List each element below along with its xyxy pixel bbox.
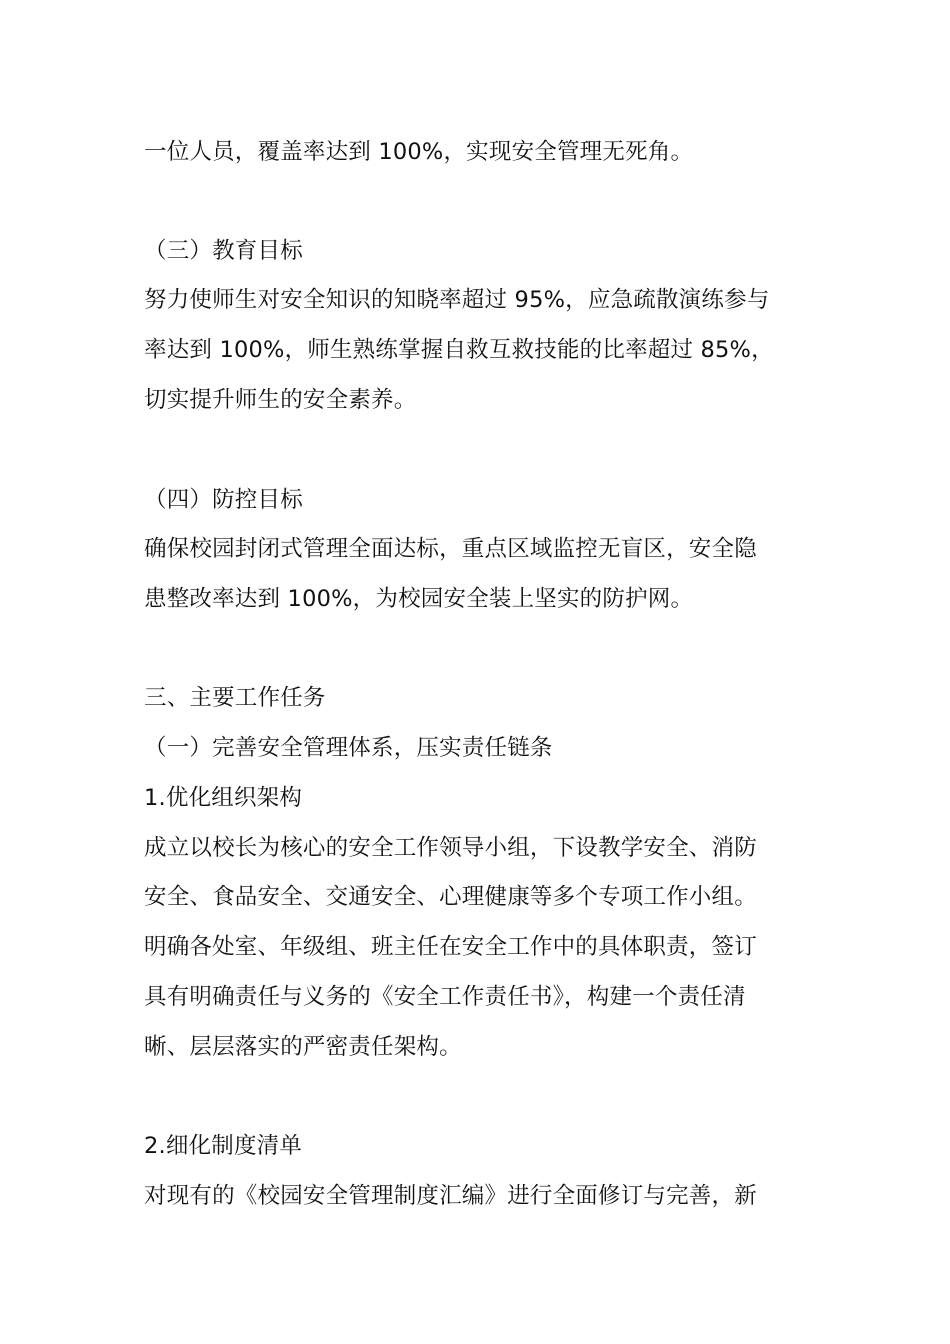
paragraph-line: 患整改率达到 100%，为校园安全装上坚实的防护网。 <box>144 586 694 612</box>
paragraph-line: 切实提升师生的安全素养。 <box>144 387 417 413</box>
paragraph-line: 晰、层层落实的严密责任架构。 <box>144 1034 462 1060</box>
item-title-rules: 2.细化制度清单 <box>144 1133 303 1159</box>
paragraph-line: 具有明确责任与义务的《安全工作责任书》，构建一个责任清 <box>144 984 746 1010</box>
paragraph-line: 成立以校长为核心的安全工作领导小组，下设教学安全、消防 <box>144 835 757 861</box>
paragraph-line: 率达到 100%，师生熟练掌握自救互救技能的比率超过 85%， <box>144 337 774 363</box>
paragraph-line: 对现有的《校园安全管理制度汇编》进行全面修订与完善，新 <box>144 1183 757 1209</box>
paragraph-line: 努力使师生对安全知识的知晓率超过 95%，应急疏散演练参与 <box>144 287 770 313</box>
paragraph-line: 安全、食品安全、交通安全、心理健康等多个专项工作小组。 <box>144 884 757 910</box>
section-heading-education-goal: （三）教育目标 <box>144 238 303 264</box>
item-title-organization: 1.优化组织架构 <box>144 785 303 811</box>
chapter-heading-main-tasks: 三、主要工作任务 <box>144 685 326 711</box>
paragraph-line: 一位人员，覆盖率达到 100%，实现安全管理无死角。 <box>144 139 694 165</box>
paragraph-line: 明确各处室、年级组、班主任在安全工作中的具体职责，签订 <box>144 934 757 960</box>
paragraph-line: 确保校园封闭式管理全面达标，重点区域监控无盲区，安全隐 <box>144 536 757 562</box>
section-heading-prevention-goal: （四）防控目标 <box>144 487 303 513</box>
subsection-heading: （一）完善安全管理体系，压实责任链条 <box>144 735 553 761</box>
